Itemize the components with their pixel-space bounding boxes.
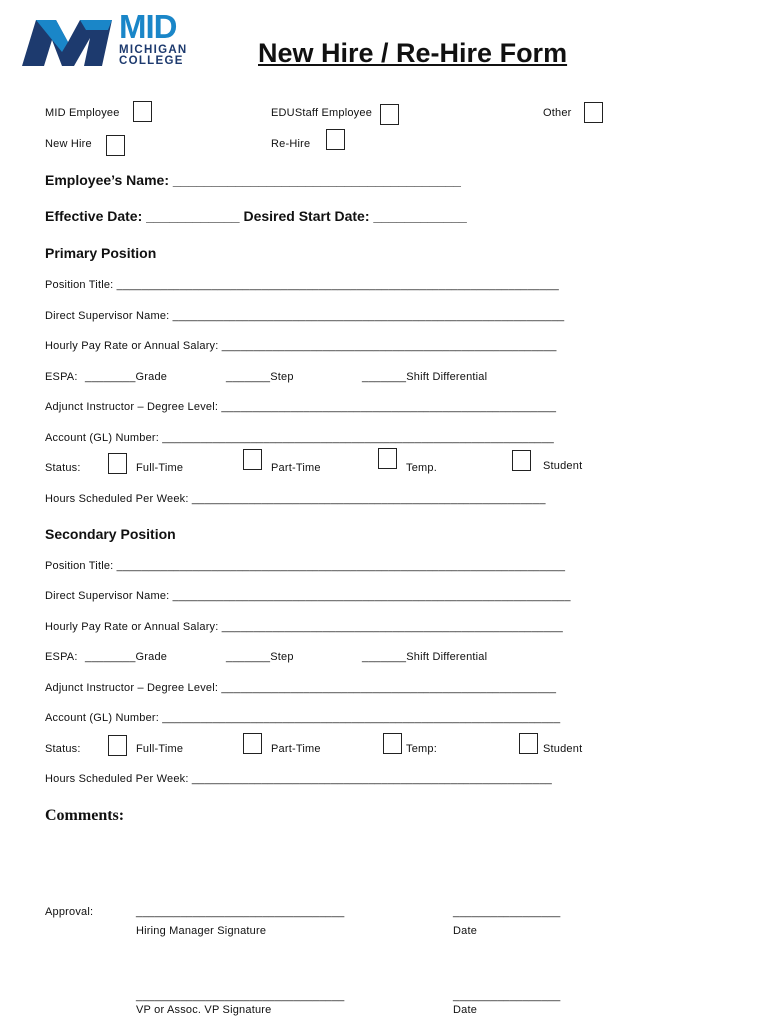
mid-employee-checkbox[interactable] [133,101,152,122]
approval-label: Approval: [45,906,94,918]
comments-label: Comments: [45,807,125,824]
edustaff-label: EDUStaff Employee [271,107,373,119]
secondary-part-time-label: Part-Time [271,743,321,755]
primary-pay-rate-field[interactable]: Hourly Pay Rate or Annual Salary: _____________________________________________________ [45,340,557,352]
secondary-temp-checkbox[interactable] [383,733,402,754]
primary-espa-label: ESPA: [45,371,78,383]
primary-temp-checkbox[interactable] [378,448,397,469]
primary-full-time-checkbox[interactable] [108,453,127,474]
primary-step-field[interactable]: _______Step [226,371,294,383]
hiring-manager-signature-line[interactable]: _________________________________ [136,906,345,918]
secondary-espa-label: ESPA: [45,651,78,663]
other-label: Other [543,107,572,119]
secondary-position-title-field[interactable]: Position Title: _______________________________________________________________________ [45,560,566,572]
primary-account-field[interactable]: Account (GL) Number: ______________________________________________________________ [45,432,554,444]
primary-position-title-field[interactable]: Position Title: ______________________________________________________________________ [45,279,559,291]
primary-full-time-label: Full-Time [136,462,184,474]
secondary-adjunct-field[interactable]: Adjunct Instructor – Degree Level: _____________________________________________________ [45,682,557,694]
secondary-grade-field[interactable]: ________Grade [85,651,168,663]
new-hire-checkbox[interactable] [106,135,125,156]
hiring-manager-date-label: Date [453,925,478,937]
vp-date-label: Date [453,1004,478,1016]
secondary-step-field[interactable]: _______Step [226,651,294,663]
primary-student-checkbox[interactable] [512,450,531,471]
hiring-manager-date-line[interactable]: _________________ [453,906,561,918]
logo-michigan-text: MICHIGAN [119,44,188,56]
primary-adjunct-field[interactable]: Adjunct Instructor – Degree Level: _____________________________________________________ [45,401,557,413]
primary-status-label: Status: [45,462,81,474]
new-hire-label: New Hire [45,138,92,150]
primary-student-label: Student [543,460,583,472]
mid-logo-mark-icon [22,16,114,68]
primary-part-time-checkbox[interactable] [243,449,262,470]
secondary-part-time-checkbox[interactable] [243,733,262,754]
secondary-hours-field[interactable]: Hours Scheduled Per Week: _________________________________________________________ [45,773,552,785]
primary-shift-field[interactable]: _______Shift Differential [362,371,488,383]
edustaff-checkbox[interactable] [380,104,399,125]
secondary-pay-rate-field[interactable]: Hourly Pay Rate or Annual Salary: ______________________________________________________ [45,621,563,633]
secondary-supervisor-field[interactable]: Direct Supervisor Name: _______________________________________________________________ [45,590,571,602]
secondary-student-label: Student [543,743,583,755]
primary-supervisor-field[interactable]: Direct Supervisor Name: ______________________________________________________________ [45,310,565,322]
secondary-shift-field[interactable]: _______Shift Differential [362,651,488,663]
employee-name-field[interactable]: Employee’s Name: _____________________________________ [45,172,461,188]
secondary-status-label: Status: [45,743,81,755]
re-hire-label: Re-Hire [271,138,311,150]
page-title: New Hire / Re-Hire Form [258,38,568,68]
vp-date-line[interactable]: _________________ [453,990,561,1002]
secondary-student-checkbox[interactable] [519,733,538,754]
logo-mid-text: MID [119,8,177,45]
primary-hours-field[interactable]: Hours Scheduled Per Week: ________________________________________________________ [45,493,546,505]
re-hire-checkbox[interactable] [326,129,345,150]
other-checkbox[interactable] [584,102,603,123]
primary-position-heading: Primary Position [45,245,157,261]
secondary-temp-label: Temp: [406,743,437,755]
college-logo [22,8,212,70]
secondary-account-field[interactable]: Account (GL) Number: _______________________________________________________________ [45,712,561,724]
primary-part-time-label: Part-Time [271,462,321,474]
logo-college-text: COLLEGE [119,55,184,67]
dates-field[interactable]: Effective Date: ____________ Desired Start Date: ____________ [45,208,467,224]
vp-signature-line[interactable]: _________________________________ [136,990,345,1002]
vp-signature-label: VP or Assoc. VP Signature [136,1004,272,1016]
primary-temp-label: Temp. [406,462,437,474]
mid-employee-label: MID Employee [45,107,120,119]
secondary-full-time-label: Full-Time [136,743,184,755]
secondary-full-time-checkbox[interactable] [108,735,127,756]
primary-grade-field[interactable]: ________Grade [85,371,168,383]
secondary-position-heading: Secondary Position [45,526,176,542]
hiring-manager-signature-label: Hiring Manager Signature [136,925,267,937]
